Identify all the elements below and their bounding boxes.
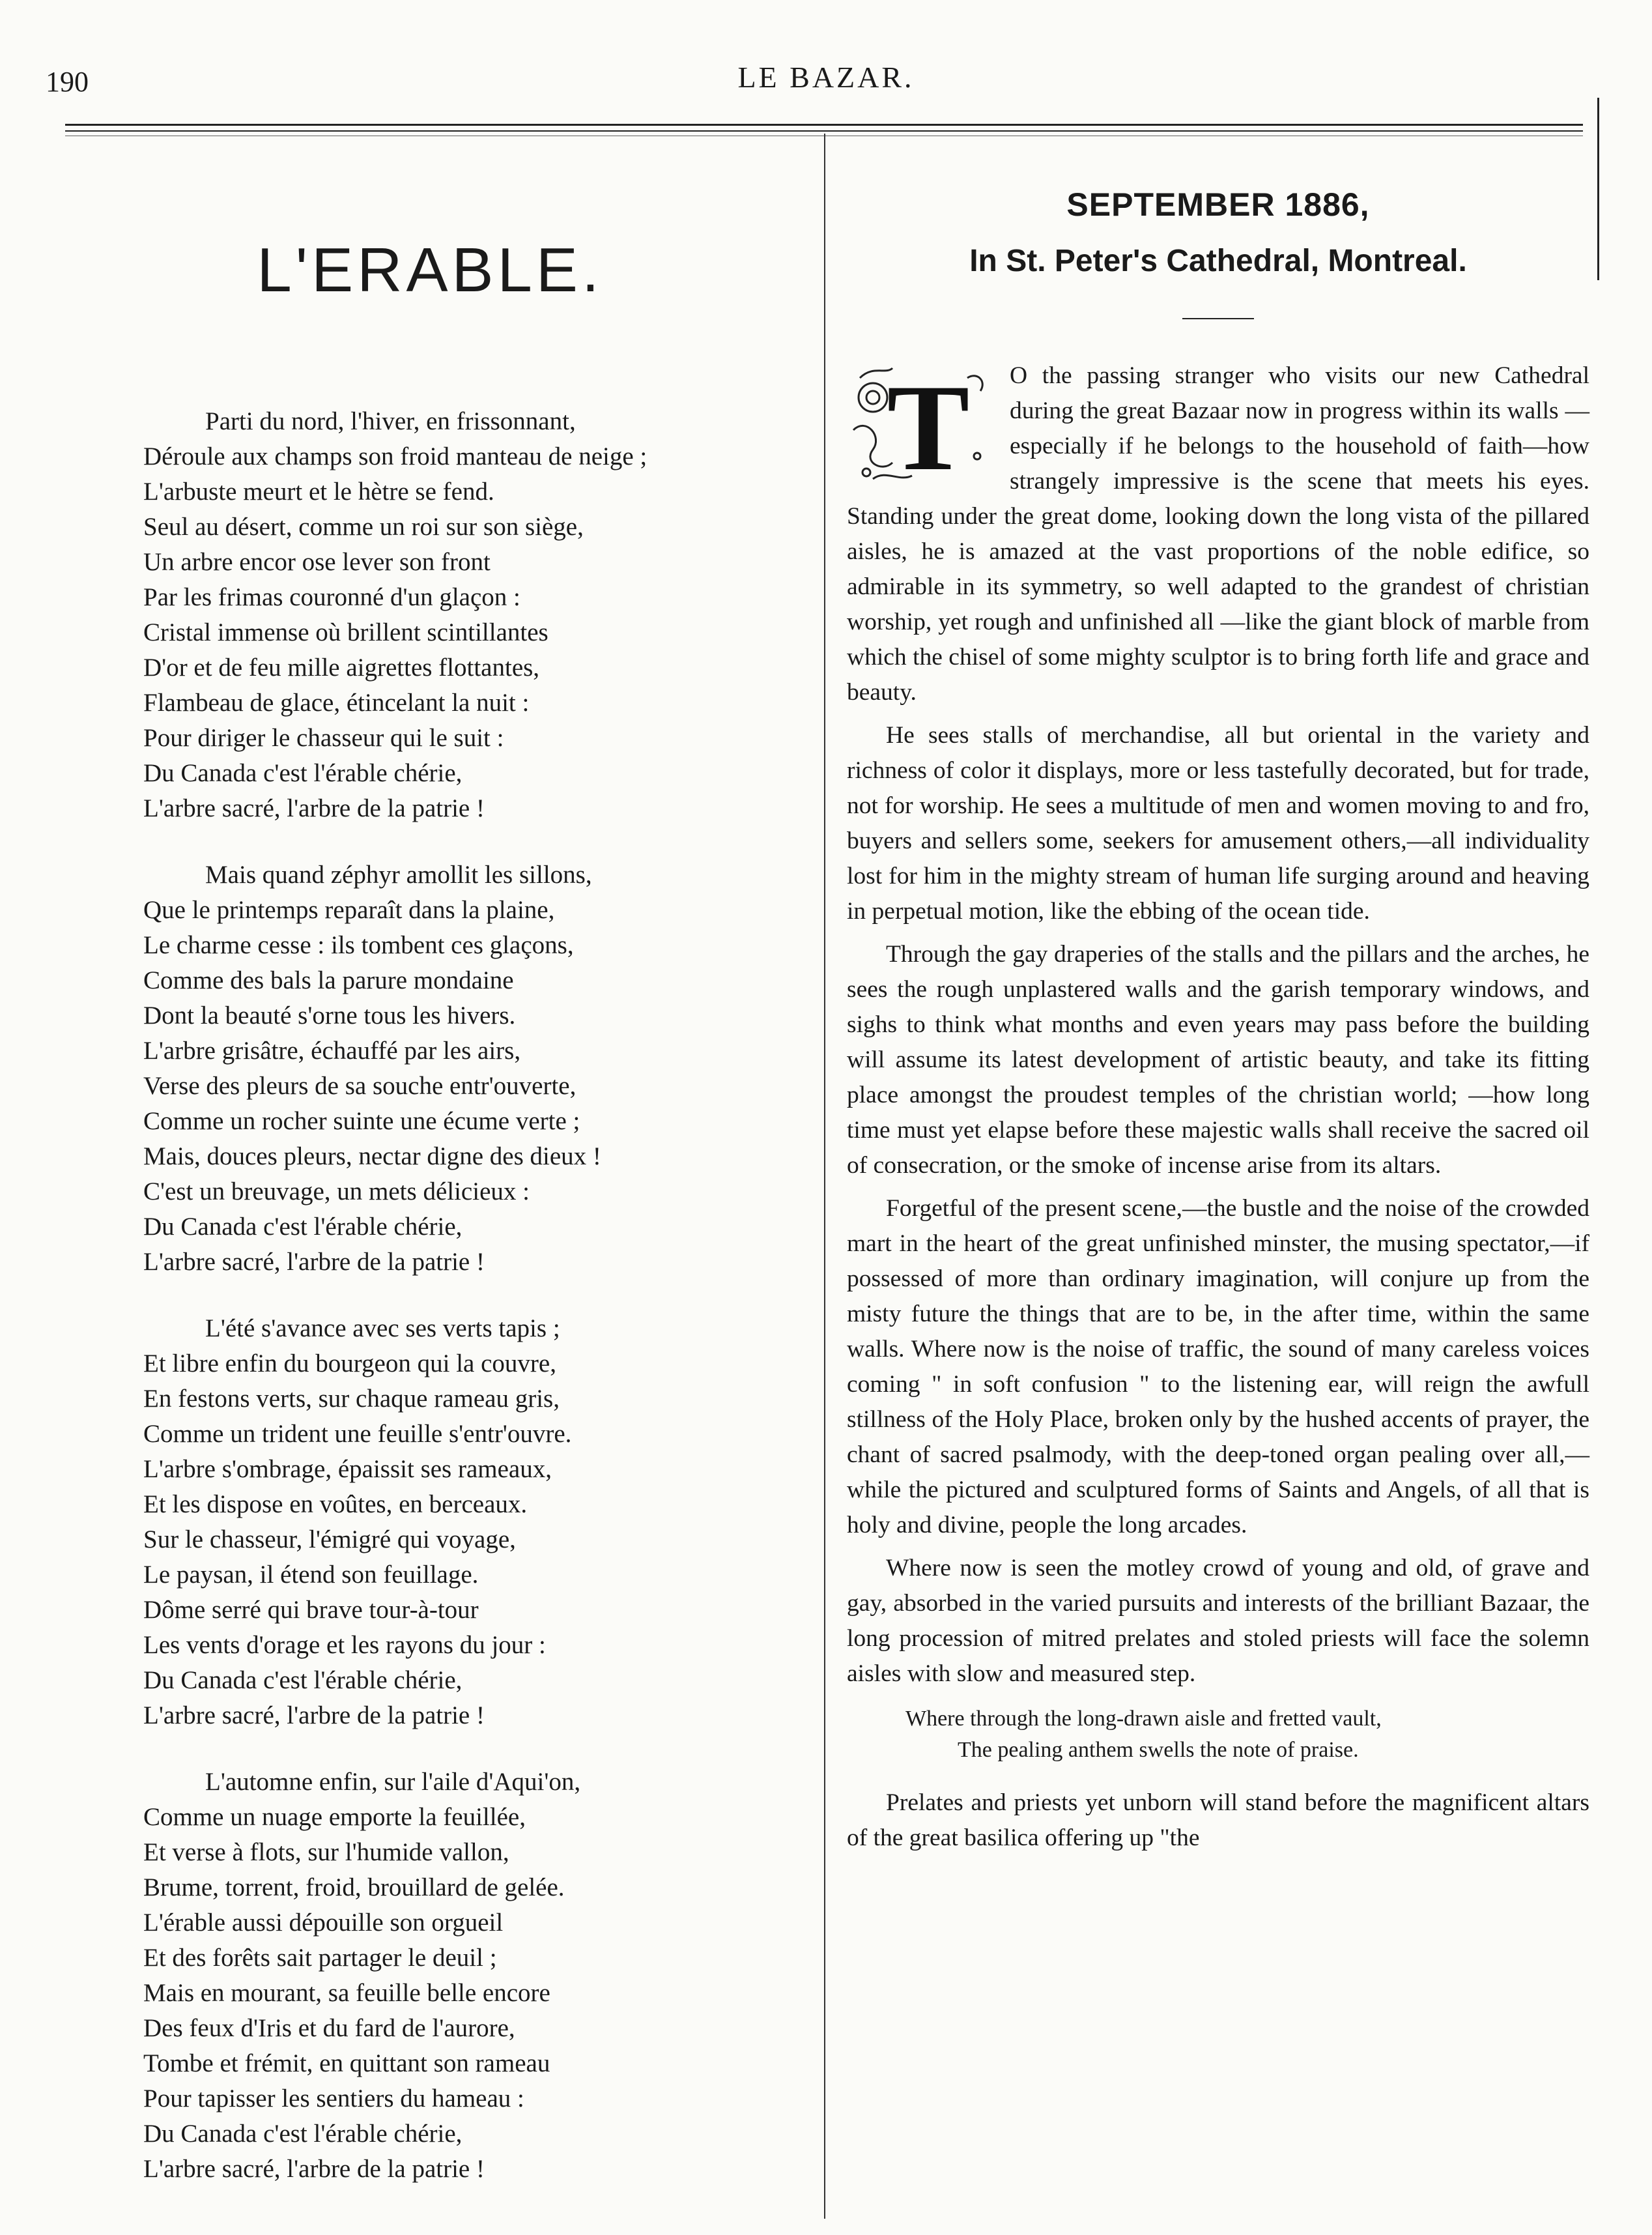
article-paragraph: Forgetful of the present scene,—the bustle and the noise of the crowded mart in the heart of the great unfinished minster, the musing spectator,—if possessed of more than ordinary imagination, will conjure up from the misty future the things that are to be, in the after time, within the same walls. Where now is the noise of traffic, the sound of many careless voices coming " in soft confusion " to the listening ear, will reign the awfull stillness of the Holy Place, broken only by the hushed accents of prayer, the chant of sacred psalmody, with the deep-toned organ pealing over all,— while the pictured and sculptured forms of Saints and Angels, of all that is holy and divine, people the long arcades. [847, 1195, 1589, 1538]
poem-line: Un arbre encor ose lever son front [143, 548, 491, 576]
article-paragraph: O the passing stranger who visits our new Cathedral during the great Bazaar now in progress within its walls — especially if he belongs to the household of faith—how strangely impressive is the scene that meets his eyes. Standing under the great dome, looking down the long vista of the pillared aisles, he is amazed at the vast proportions of the noble edifice, so admirable in its symmetry, so well adapted to the grandest of christian worship, yet rough and unfinished all —like the giant block of marble from which the chisel of some mighty sculptor is to bring forth life and grace and beauty. [847, 362, 1589, 706]
poem-line: Mais en mourant, sa feuille belle encore [143, 1979, 550, 2007]
article-body [847, 358, 1589, 1856]
poem-stanza [143, 404, 795, 826]
right-edge-bar [1597, 98, 1599, 280]
quote-line: The pealing anthem swells the note of praise. [958, 1738, 1359, 1762]
poem-line: Comme un trident une feuille s'entr'ouvre. [143, 1420, 572, 1448]
poem-line: Le charme cesse : ils tombent ces glaçons, [143, 931, 574, 959]
poem-line: Comme des bals la parure mondaine [143, 966, 514, 994]
right-column [847, 186, 1589, 1864]
poem-line: Des feux d'Iris et du fard de l'aurore, [143, 2014, 515, 2042]
ornate-dropcap [847, 358, 997, 492]
poem-line: Dôme serré qui brave tour-à-tour [143, 1596, 479, 1624]
poem-title: L'ERABLE. [257, 235, 603, 305]
poem-line: C'est un breuvage, un mets délicieux : [143, 1177, 530, 1205]
poem-line: Verse des pleurs de sa souche entr'ouverte, [143, 1072, 577, 1100]
poem-line: Par les frimas couronné d'un glaçon : [143, 583, 520, 611]
poem-line: Dont la beauté s'orne tous les hivers. [143, 1002, 516, 1030]
poem-line: Comme un nuage emporte la feuillée, [143, 1803, 526, 1831]
header-rule [65, 130, 1583, 132]
poem-line: Comme un rocher suinte une écume verte ; [143, 1107, 580, 1135]
poem-stanza [143, 1311, 795, 1733]
poem-line: Le paysan, il étend son feuillage. [143, 1561, 479, 1589]
poem-line: Sur le chasseur, l'émigré qui voyage, [143, 1525, 516, 1553]
poem [143, 404, 795, 2187]
poem-line: L'arbre s'ombrage, épaissit ses rameaux, [143, 1455, 552, 1483]
header-rule [65, 124, 1583, 126]
poem-line: L'automne enfin, sur l'aile d'Aqui'on, [205, 1768, 581, 1796]
poem-line: L'arbuste meurt et le hètre se fend. [143, 478, 494, 506]
article-subheadline: In St. Peter's Cathedral, Montreal. [969, 244, 1467, 278]
poem-line: Brume, torrent, froid, brouillard de gelée. [143, 1873, 565, 1901]
poem-line: Que le printemps reparaît dans la plaine, [143, 896, 555, 924]
poem-line: Tombe et frémit, en quittant son rameau [143, 2049, 550, 2077]
poem-line: Flambeau de glace, étincelant la nuit : [143, 689, 530, 717]
poem-line: Et libre enfin du bourgeon qui la couvre, [143, 1349, 556, 1377]
article-headline: SEPTEMBER 1886, [1066, 186, 1370, 223]
poem-line: L'arbre sacré, l'arbre de la patrie ! [143, 1248, 485, 1276]
article-paragraph: Prelates and priests yet unborn will stand before the magnificent altars of the great basilica offering up "the [847, 1789, 1589, 1851]
poem-line: Seul au désert, comme un roi sur son siège, [143, 513, 584, 541]
poem-stanza [143, 1765, 795, 2187]
poem-line: L'érable aussi dépouille son orgueil [143, 1909, 504, 1937]
poem-line: Mais, douces pleurs, nectar digne des dieux ! [143, 1142, 601, 1170]
article-paragraph: Through the gay draperies of the stalls and the pillars and the arches, he sees the rough unplastered walls and the garish temporary windows, and sighs to think what months and even years may pass before the building will assume its latest development of artistic beauty, and take its fitting place amongst the proudest temples of the christian world; —how long time must yet elapse before these majestic walls shall receive the sacred oil of consecration, or the smoke of incense arise from its altars. [847, 941, 1589, 1179]
poem-line: Et verse à flots, sur l'humide vallon, [143, 1838, 509, 1866]
poem-line: Mais quand zéphyr amollit les sillons, [205, 861, 592, 889]
poem-line: Pour tapisser les sentiers du hameau : [143, 2084, 524, 2112]
poem-line: Cristal immense où brillent scintillantes [143, 618, 548, 646]
poem-line: L'arbre sacré, l'arbre de la patrie ! [143, 2155, 485, 2183]
poem-line: Du Canada c'est l'érable chérie, [143, 1213, 463, 1241]
poem-line: Du Canada c'est l'érable chérie, [143, 2120, 463, 2148]
poem-line: Pour diriger le chasseur qui le suit : [143, 724, 504, 752]
poem-line: Déroule aux champs son froid manteau de neige ; [143, 442, 648, 470]
article-paragraph: He sees stalls of merchandise, all but oriental in the variety and richness of color it displays, more or less tastefully decorated, but for trade, not for worship. He sees a multitude of men and women moving to and fro, buyers and sellers some, seekers for amusement others,—all individuality lost for him in the mighty stream of human life surging around and heaving in perpetual motion, like the ebbing of the ocean tide. [847, 722, 1589, 925]
short-rule [1182, 318, 1254, 319]
left-column [65, 235, 795, 2218]
dropcap-letter: T [887, 360, 970, 492]
poem-line: Du Canada c'est l'érable chérie, [143, 1666, 463, 1694]
poem-stanza [143, 858, 795, 1280]
poem-line: Et les dispose en voûtes, en berceaux. [143, 1490, 528, 1518]
article-paragraph: Where now is seen the motley crowd of young and old, of grave and gay, absorbed in the varied pursuits and interests of the brilliant Bazaar, the long procession of mitred prelates and stoled priests will face the solemn aisles with slow and measured step. [847, 1555, 1589, 1687]
poem-line: L'arbre sacré, l'arbre de la patrie ! [143, 1701, 485, 1729]
quote-line: Where through the long-drawn aisle and fretted vault, [905, 1707, 1382, 1731]
verse-quote [847, 1703, 1589, 1766]
page-number: 190 [46, 66, 89, 98]
poem-line: Et des forêts sait partager le deuil ; [143, 1944, 497, 1972]
poem-line: Du Canada c'est l'érable chérie, [143, 759, 463, 787]
poem-line: D'or et de feu mille aigrettes flottantes, [143, 654, 540, 682]
poem-line: L'arbre sacré, l'arbre de la patrie ! [143, 794, 485, 822]
running-head: LE BAZAR. [737, 61, 915, 94]
column-divider [824, 134, 825, 2219]
poem-line: En festons verts, sur chaque rameau gris, [143, 1385, 560, 1413]
poem-line: L'été s'avance avec ses verts tapis ; [205, 1314, 560, 1342]
poem-line: L'arbre grisâtre, échauffé par les airs, [143, 1037, 521, 1065]
poem-line: Parti du nord, l'hiver, en frissonnant, [205, 407, 576, 435]
ornament-icon [847, 358, 997, 492]
poem-line: Les vents d'orage et les rayons du jour : [143, 1631, 546, 1659]
